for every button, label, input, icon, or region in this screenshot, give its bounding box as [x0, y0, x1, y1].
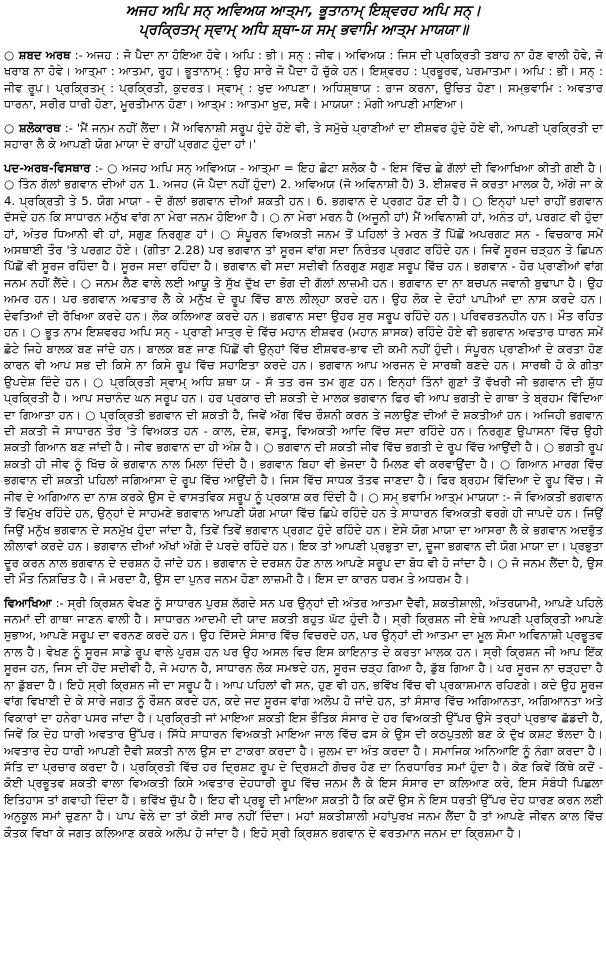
shlok-arth-text: :- 'ਮੈਂ ਜਨਮ ਨਹੀਂ ਲੈਂਦਾ। ਮੈਂ ਅਵਿਨਾਸ਼ੀ ਸਰੂਪ ਹੁੰਦੇ ਹੋਏ ਵੀ, ਤੇ ਸਮੁੱਚੇ ਪ੍ਰਾਣੀਆਂ ਦਾ ਈਸ਼ਵਰ ਹੁੰਦੇ ਹੋਏ ਵੀ, ਆਪਣੀ ਪ੍ਰਕ੍ਰਿਤੀ ਦਾ ਸਹਾਰਾ ਲੈ ਕੇ ਆਪਣੀ ਯੋਗ ਮਾਯਾ ਦੇ ਰਾਹੀਂ ਪ੍ਰਗਟ ਹੁੰਦਾ ਹਾਂ।': [4, 120, 604, 152]
pad-arth-section: [4, 160, 603, 588]
word-meaning-text: :- ਅਜਹ : ਜੋ ਪੈਦਾ ਨਾ ਹੋਇਆ ਹੋਵੇ। ਅਪਿ : ਭੀ। ਸਨ੍ : ਜੀਵ। ਅਵਿਅਯ : ਜਿਸ ਦੀ ਪ੍ਰਕ੍ਰਿਤੀ ਤਬਾਹ ਨਾ ਹੋਣ ਵਾਲੀ ਹੋਵੇ, ਜੋ ਖਰਾਬ ਨਾ ਹੋਵੇ। ਆਤ੍ਮਾ : ਆਤਮਾ, ਰੂਹ। ਭੂਤਾਨਾਮ੍ : ਉਹ ਸਾਰੇ ਜੋ ਪੈਦਾ ਹੋ ਚੁੱਕੇ ਹਨ। ਇਸ਼੍ਵਰਹ : ਪ੍ਰਭੂਰਵ, ਪਰਮਾਤਮਾ। ਅਪਿ : ਭੀ। ਸਨ੍ : ਜੀਵ ਰੂਪ। ਪ੍ਰਕ੍ਰਿਤਮ੍ : ਪ੍ਰਕ੍ਰਿਤੀ, ਕੁਦਰਤ। ਸ੍ਵਾਮ੍ : ਖੁਦ ਆਪਣਾ। ਅਧਿਸ਼੍ਥਾਯ : ਰਾਜ ਕਰਨਾ, ਉਚਿਤ ਹੋਣਾ। ਸਮ੍ਭਵਾਮਿ : ਅਵਤਾਰ ਧਾਰਨਾ, ਸਰੀਰ ਧਾਰੀ ਹੋਣਾ, ਮੂਰਤੀਮਾਨ ਹੋਣਾ। ਆਤ੍ਮ : ਆਤਮਾ ਖੁਦ, ਸਵੈ। ਮਾਯਯਾ : ਮੰਗੀ ਆਪਣੀ ਮਾਇਆ।: [4, 48, 604, 112]
verse-line-2: ਪ੍ਰਕ੍ਰਿਤਮ੍ ਸ੍ਵਾਮ੍ ਅਧਿ ਸ਼੍ਥਾ-ਯ ਸਮ੍ ਭਵਾਮਿ ਆਤ੍ਮ ਮਾਯਯਾ॥: [138, 22, 469, 38]
shlok-arth-label: ○ ਸ਼ਲੋਕਾਰਥ: [4, 120, 61, 135]
pad-arth-text: :- ○ ਅਜਹ ਅਪਿ ਸਨ੍ ਅਵਿਅਯ - ਆਤ੍ਮਾ = ਇਹ ਛੋਟਾ ਸ਼ਲੋਕ ਹੈ - ਇਸ ਵਿੱਚ ਛੇ ਗੱਲਾਂ ਦੀ ਵਿਆਖਿਆ ਕੀਤੀ ਗਈ ਹੈ। ○ ਤਿੰਨ ਗੱਲਾਂ ਭਗਵਾਨ ਦੀਆਂ ਹਨ 1. ਅਜਹ (ਜੋ ਪੈਦਾ ਨਹੀਂ ਹੁੰਦਾ) 2. ਅਵਿਅਯ (ਜੋ ਅਵਿਨਾਸ਼ੀ ਹੈ) 3. ਈਸ਼ਵਰ ਜੋ ਕਰਤਾ ਮਾਲਕ ਹੈ, ਅੱਗੇ ਜਾ ਕੇ 4. ਪ੍ਰਕ੍ਰਿਤੀ ਤੇ 5. ਯੋਗ ਮਾਯਾ - ਦੋ ਗੱਲਾਂ ਭਗਵਾਨ ਦੀਆਂ ਸ਼ਕਤੀ ਹਨ। 6. ਭਗਵਾਨ ਦੇ ਪ੍ਰਗਟ ਹੋਣ ਦੀ ਹੈ। ○ ਇਨ੍ਹਾਂ ਪਦਾਂ ਰਾਹੀਂ ਭਗਵਾਨ ਦੱਸਦੇ ਹਨ ਕਿ ਸਾਧਾਰਨ ਮਨੁੱਖ ਵਾਂਗ ਨਾ ਮੇਰਾ ਜਨਮ ਹੋਇਆ ਹੈ। ○ ਨਾ ਮੇਰਾ ਮਰਨ ਹੈ (ਅਜੂਨੀ ਹਾਂ) ਮੈਂ ਅਵਿਨਾਸ਼ੀ ਹਾਂ, ਅਨੰਤ ਹਾਂ, ਪਰਗਟ ਵੀ ਹੁੰਦਾ ਹਾਂ, ਅੰਤਰ ਧਿਆਨੀ ਵੀ ਹਾਂ, ਸਗੁਣ ਨਿਰਗੁਣ ਹਾਂ। ○ ਸੰਪੂਰਨ ਵਿਅਕਤੀ ਜਨਮ ਤੋਂ ਪਹਿਲਾਂ ਤੇ ਮਰਨ ਤੋਂ ਪਿੱਛੋਂ ਅਪਰਗਟ ਸਨ - ਵਿਚਕਾਰ ਸਮੇਂ ਅਸਥਾਈ ਤੌਰ 'ਤੇ ਪਰਗਟ ਹੋਏ। (ਗੀਤਾ 2.28) ਪਰ ਭਗਵਾਨ ਤਾਂ ਸੂਰਜ ਵਾਂਗ ਸਦਾ ਨਿਰੰਤਰ ਪ੍ਰਗਟ ਰਹਿੰਦੇ ਹਨ। ਜਿਵੇਂ ਸੂਰਜ ਚੜ੍ਹਨ ਤੇ ਛਿਪਨ ਪਿੱਛੋਂ ਵੀ ਸੂਰਜ ਰਹਿੰਦਾ ਹੈ। ਸੂਰਜ ਸਦਾ ਰਹਿੰਦਾ ਹੈ। ਭਗਵਾਨ ਵੀ ਸਦਾ ਸਦੀਵੀ ਨਿਰਗੁਣ ਸਗੁਣ ਸਰੂਪ ਵਿੱਚ ਹਨ। ਭਗਵਾਨ - ਹੋਰ ਪ੍ਰਾਣੀਆਂ ਵਾਂਗ ਜਨਮ ਨਹੀਂ ਲੈਂਦੇ। ○ ਜਨਮ ਲੈਣ ਵਾਲੇ ਲਈ ਆਯੂ ਤੇ ਸੁੱਖ ਦੁੱਖ ਦਾ ਭੋਗ ਦੀ ਗੱਲਾਂ ਲਾਜ਼ਮੀ ਹਨ। ਭਗਵਾਨ ਦਾ ਨਾ ਬਚਪਨ ਜਵਾਨੀ ਬੁਢਾਪਾ ਹੈ। ਉਹ ਅਮਰ ਹਨ। ਪਰ ਭਗਵਾਨ ਅਵਤਾਰ ਲੈ ਕੇ ਮਨੁੱਖ ਦੇ ਰੂਪ ਵਿੱਚ ਬਾਲ ਲੀਲ੍ਹਾ ਕਰਦੇ ਹਨ। ਉਹ ਲੋਕ ਦੇ ਦੋਹਾਂ ਪਾਪੀਆਂ ਦਾ ਨਾਸ ਕਰਦੇ ਹਨ। ਦੇਵਤਿਆਂ ਦੀ ਰੱਖਿਆ ਕਰਦੇ ਹਨ। ਲੋਕ ਕਲਿਆਣ ਕਰਦੇ ਹਨ। ਭਗਵਾਨ ਸਦਾ ਉਹਰ ਸੁਰ ਸਰੂਪ ਰਹਿੰਦੇ ਹਨ। ਪਰਿਵਰਤਨਹੀਨ ਹਨ। ਮੌਤ ਰਹਿਤ ਹਨ। ○ ਭੂਤ ਨਾਮ ਇਸ਼ਵਰਹ ਅਪਿ ਸਨ੍ - ਪ੍ਰਾਣੀ ਮਾਤ੍ਰ ਦੇ ਵਿੱਚ ਮਹਾਨ ਈਸ਼ਵਰ (ਮਹਾਨ ਸ਼ਾਸਕ) ਰਹਿੰਦੇ ਹੋਏ ਵੀ ਭਗਵਾਨ ਅਵਤਾਰ ਧਾਰਨ ਸਮੇਂ ਛੋਟੇ ਜਿਹੇ ਬਾਲਕ ਬਣ ਜਾਂਦੇ ਹਨ। ਬਾਲਕ ਬਣ ਜਾਣ ਪਿੱਛੋਂ ਵੀ ਉਨ੍ਹਾਂ ਵਿੱਚ ਈਸ਼ਵਰ-ਭਾਵ ਦੀ ਕਮੀ ਨਹੀਂ ਹੁੰਦੀ। ਸੰਪੂਰਨ ਪ੍ਰਾਣੀਆਂ ਦੇ ਕਰਤਾ ਹੋਣ ਕਾਰਨ ਵੀ ਆਪ ਸਭ ਦੀ ਕਿਸੇ ਨਾ ਕਿਸੇ ਰੂਪ ਵਿੱਚ ਸਹਾਇਤਾ ਕਰਦੇ ਹਨ। ਭਗਵਾਨ ਆਪ ਅਰਜਨ ਦੇ ਸਾਰਥੀ ਬਣਦੇ ਹਨ। ਸਾਰਥੀ ਹੋ ਕੇ ਗੀਤਾ ਉਪਦੇਸ਼ ਦਿੰਦੇ ਹਨ। ○ ਪ੍ਰਕ੍ਰਿਤੀ ਸ੍ਵਾਮ੍ ਅਧਿ ਸ਼ਥਾ ਯ - ਸੱ ਤਤ ਰਜ ਤਮ ਗੁਣ ਹਨ। ਇਨ੍ਹਾਂ ਤਿੰਨਾਂ ਗੁਣਾਂ ਤੋਂ ਵੱਖਰੀ ਜੀ ਭਗਵਾਨ ਦੀ ਸ਼ੁੱਧ ਪ੍ਰਕ੍ਰਿਤੀ ਹੈ। ਆਪ ਸਚਾਨੰਦ ਘਨ ਸਰੂਪ ਹਨ। ਹਰ ਪ੍ਰਕਾਰ ਦੀ ਸ਼ਕਤੀ ਦੇ ਮਾਲਕ ਭਗਵਾਨ ਫਿਰ ਵੀ ਆਪ ਭਗਤੀ ਦੇ ਗਾਥਾ ਤੇ ਬ੍ਰਹਮ ਵਿੱਦਿਆ ਦਾ ਗਿਆਤਾ ਹਨ। ○ ਪ੍ਰਕ੍ਰਿਤੀ ਭਗਵਾਨ ਦੀ ਸ਼ਕਤੀ ਹੈ, ਜਿਵੇਂ ਅੱਗ ਵਿੱਚ ਰੌਸ਼ਨੀ ਕਰਨ ਤੇ ਜਲਾਉਣ ਦੀਆਂ ਦੋ ਸ਼ਕਤੀਆਂ ਹਨ। ਅਜਿਹੀ ਭਗਵਾਨ ਦੀ ਸ਼ਕਤੀ ਜੋ ਸਾਧਾਰਨ ਤੌਰ 'ਤੇ ਵਿਅਕਤ ਹਨ - ਕਾਲ, ਦੇਸ਼, ਵਸਤੂ, ਵਿਅਕਤੀ ਆਦਿ ਵਿੱਚ ਸਦਾ ਰਹਿੰਦੇ ਹਨ। ਨਿਰਗੁਣ ਉਪਾਸਨਾ ਵਿੱਚ ਉਹੀ ਸ਼ਕਤੀ ਗਿਆਨ ਬਣ ਜਾਂਦੀ ਹੈ। ਜੀਵ ਭਗਵਾਨ ਦਾ ਹੀ ਅੰਸ਼ ਹੈ। ○ ਭਗਵਾਨ ਦੀ ਸ਼ਕਤੀ ਜੀਵ ਵਿੱਚ ਭਗਤੀ ਦੇ ਰੂਪ ਵਿੱਚ ਆਉਂਦੀ ਹੈ। ○ ਭਗਤੀ ਰੂਪ ਸ਼ਕਤੀ ਹੀ ਜੀਵ ਨੂੰ ਖਿੱਚ ਕੇ ਭਗਵਾਨ ਨਾਲ ਮਿਲਾ ਦਿੰਦੀ ਹੈ। ਭਗਵਾਨ ਬਿਹਾ ਵੀ ਭੇਜਦਾ ਹੈ ਮਿਲਣ ਵੀ ਕਰਵਾਉਂਦਾ ਹੈ। ○ ਗਿਆਨ ਮਾਰਗ ਵਿੱਚ ਭਗਵਾਨ ਦੀ ਸ਼ਕਤੀ ਪਹਿਲਾਂ ਜਗਿਆਸਾ ਦੇ ਰੂਪ ਵਿੱਚ ਆਉਂਦੀ ਹੈ। ਜਿਸ ਵਿੱਚ ਸਾਧਕ ਤੱਤਵ ਜਾਣਦਾ ਹੈ। ਫਿਰ ਬ੍ਰਹਮ ਵਿੱਦਿਆ ਦੇ ਰੂਪ ਵਿੱਚ। ਜੋ ਜੀਵ ਦੇ ਅਗਿਆਨ ਦਾ ਨਾਸ਼ ਕਰਕੇ ਉਸ ਦੇ ਵਾਸਤਵਿਕ ਸਰੂਪ ਨੂੰ ਪ੍ਰਕਾਸ਼ ਕਰ ਦਿੰਦੀ ਹੈ। ○ ਸਮ੍ ਭਵਾਮਿ ਆਤ੍ਮ ਮਾਯਯਾ :- ਜੋ ਵਿਅਕਤੀ ਭਗਵਾਨ ਤੋਂ ਵਿਮੁੱਖ ਰਹਿੰਦੇ ਹਨ, ਉਨ੍ਹਾਂ ਦੇ ਸਾਹਮਣੇ ਭਗਵਾਨ ਆਪਣੀ ਯੋਗ ਮਾਯਾ ਵਿੱਚ ਛਿਪੇ ਰਹਿੰਦੇ ਹਨ ਤੇ ਸਾਧਾਰਨ ਵਿਅਕਤੀ ਵਰਗੇ ਹੀ ਜਾਪਦੇ ਹਨ। ਜਿਉਂ ਜਿਉਂ ਮਨੁੱਖ ਭਗਵਾਨ ਦੇ ਸਨਮੁੱਖ ਹੁੰਦਾ ਜਾਂਦਾ ਹੈ, ਤਿਵੇਂ ਤਿਵੇਂ ਭਗਵਾਨ ਪ੍ਰਗਟ ਹੁੰਦੇ ਰਹਿੰਦੇ ਹਨ। ਏਸੇ ਯੋਗ ਮਾਯਾ ਦਾ ਆਸਰਾ ਲੈ ਕੇ ਭਗਵਾਨ ਅਦਭੁੱਤ ਲੀਲਾਵਾਂ ਕਰਦੇ ਹਨ। ਭਗਵਾਨ ਦੀਆਂ ਅੱਖਾਂ ਅੱਗੇ ਦੋ ਪਰਦੇ ਰਹਿੰਦੇ ਹਨ। ਇਕ ਤਾਂ ਆਪਣੀ ਪ੍ਰਭੁਤਾ ਦਾ, ਦੂਜਾ ਭਗਵਾਨ ਦੀ ਯੋਗ ਮਾਯਾ ਦਾ। ਪ੍ਰਭੁਤਾ ਦੂਰ ਕਰਨ ਨਾਲ ਭਗਵਾਨ ਦੇ ਦਰਸ਼ਨ ਹੋ ਜਾਂਦੇ ਹਨ। ਭਗਵਾਨ ਦੇ ਦਰਸ਼ਨ ਹੋਣ ਨਾਲ ਆਪਣੇ ਸਰੂਪ ਦਾ ਬੋਧ ਵੀ ਹੋ ਜਾਂਦਾ ਹੈ। ○ ਜੋ ਜਨਮ ਲੈਂਦਾ ਹੈ, ਉਸ ਦੀ ਮੌਤ ਨਿਸ਼ਚਿਤ ਹੈ। ਜੋ ਮਰਦਾ ਹੈ, ਉਸ ਦਾ ਪੁਨਰ ਜਨਮ ਹੋਣਾ ਲਾਜ਼ਮੀ ਹੈ। ਇਸ ਦਾ ਕਾਰਨ ਧਰਮ ਤੇ ਅਧਰਮ ਹੈ।: [4, 160, 603, 587]
word-meaning-label: ○ ਸ਼ਬਦ ਅਰਥ: [4, 48, 71, 62]
vyakhya-text: :- ਸ੍ਰੀ ਕ੍ਰਿਸ਼ਨ ਵੇਖਣ ਨੂੰ ਸਾਧਾਰਨ ਪੁਰਸ਼ ਲੱਗਦੇ ਸਨ ਪਰ ਉਨ੍ਹਾਂ ਦੀ ਅੰਤਰ ਆਤਮਾ ਦੈਵੀ, ਸ਼ਕਤੀਸ਼ਾਲੀ, ਅੰਤਰਯਾਮੀ, ਆਪਣੇ ਪਹਿਲੇ ਜਨਮਾਂ ਦੀ ਗਾਥਾ ਜਾਣਨ ਵਾਲੀ ਹੈ। ਸਾਧਾਰਨ ਆਦਮੀ ਦੀ ਯਾਦ ਸ਼ਕਤੀ ਬਹੁਤ ਘੱਟ ਹੁੰਦੀ ਹੈ। ਸ੍ਰੀ ਕ੍ਰਿਸ਼ਨ ਜੀ ਏਥੇ ਆਪਣੀ ਪ੍ਰਕ੍ਰਿਤੀ ਆਪਣੇ ਸੁਭਾਅ, ਆਪਣੇ ਸਰੂਪ ਦਾ ਵਰਨਣ ਕਰਦੇ ਹਨ। ਉਹ ਦਿੱਸਦੇ ਸੰਸਾਰ ਵਿੱਚ ਵਿਚਰਦੇ ਹਨ, ਪਰ ਉਨ੍ਹਾਂ ਦੀ ਆਤਮਾ ਦਾ ਮੂਲ ਸੋਮਾ ਅਵਿਨਾਸ਼ੀ ਪ੍ਰਭੂਤਵ ਨਾਲ ਹੈ। ਵੇਖਣ ਨੂੰ ਸੂਰਜ ਸਾਡੇ ਰੂਪ ਵਾਲੇ ਪੁਰਸ਼ ਹਨ ਪਰ ਉਹ ਅਸਲ ਵਿਚ ਇਸ ਕਾਇਨਾਤ ਦੇ ਕਰਤਾ ਮਾਲਕ ਹਨ। ਸ੍ਰੀ ਕ੍ਰਿਸ਼ਨ ਜੀ ਆਪ ਇੱਕ ਸੂਰਜ ਹਨ, ਜਿਸ ਦੀ ਹੋਂਦ ਸਦੀਵੀ ਹੈ, ਜੋ ਮਹਾਨ ਹੈ, ਸਾਧਾਰਨ ਲੋਕ ਸਮਝਦੇ ਹਨ, ਸੂਰਜ ਚੜ੍ਹ ਗਿਆ ਹੈ, ਡੁੱਬ ਗਿਆ ਹੈ। ਪਰ ਸੂਰਜ ਨਾ ਚੜ੍ਹਦਾ ਹੈ ਨਾ ਡੁੱਬਦਾ ਹੈ। ਇਹੋ ਸ੍ਰੀ ਕ੍ਰਿਸ਼ਨ ਜੀ ਦਾ ਸਰੂਪ ਹੈ। ਆਪ ਪਹਿਲਾਂ ਵੀ ਸਨ, ਹੁਣ ਵੀ ਹਨ, ਭਵਿੱਖ ਵਿੱਚ ਵੀ ਪ੍ਰਕਾਸ਼ਮਾਨ ਰਹਿਣਗੇ। ਕਦੇ ਉਹ ਸੂਰਜ ਵਾਂਗ ਵਿਖਾਈ ਦੇ ਕੇ ਸਾਰੇ ਜਗਤ ਨੂੰ ਰੌਸ਼ਨ ਕਰਦੇ ਹਨ, ਕਦੇ ਜਦ ਸੂਰਜ ਵਾਂਗ ਅਲੋਪ ਹੋ ਜਾਂਦੇ ਹਨ, ਤਾਂ ਸੰਸਾਰ ਵਿੱਚ ਅਗਿਆਨਤਾ, ਅਗਿਆਨਤਾ ਅਤੇ ਵਿਕਾਰਾਂ ਦਾ ਹਨੇਰਾ ਪਸਰ ਜਾਂਦਾ ਹੈ। ਪ੍ਰਕ੍ਰਿਤੀ ਜਾਂ ਮਾਇਆ ਸ਼ਕਤੀ ਇਸ ਭੌਤਿਕ ਸੰਸਾਰ ਦੇ ਹਰ ਵਿਅਕਤੀ ਉੱਪਰ ਉਸੇ ਤਰ੍ਹਾਂ ਪ੍ਰਭਾਵ ਛੱਡਦੀ ਹੈ, ਜਿਵੇਂ ਕਿ ਦੇਹ ਧਾਰੀ ਅਵਤਾਰ ਉੱਪਰ। ਸਿੱਧੇ ਸਾਧਾਰਨ ਵਿਅਕਤੀ ਮਾਇਆ ਜਾਲ ਵਿੱਚ ਫਸ ਕੇ ਉਸ ਦੀ ਕਠਪੁਤਲੀ ਬਣ ਕੇ ਦੁੱਖ ਕਸ਼ਟ ਝੱਲਦਾ ਹੈ। ਅਵਤਾਰ ਦੇਹ ਧਾਰੀ ਆਪਣੀ ਦੈਵੀ ਸ਼ਕਤੀ ਨਾਲ ਉਸ ਦਾ ਟਾਕਰਾ ਕਰਦਾ ਹੈ। ਜ਼ੁਲਮ ਦਾ ਅੰਤ ਕਰਦਾ ਹੈ। ਸਮਾਜਿਕ ਅਨਿਆਇ ਨੂੰ ਨੰਗਾ ਕਰਦਾ ਹੈ। ਸੱਤਿ ਦਾ ਪ੍ਰਚਾਰ ਕਰਦਾ ਹੈ। ਪ੍ਰਕ੍ਰਿਤੀ ਵਿੱਚ ਹਰ ਦ੍ਰਿਸ਼ਟ ਰੂਪ ਦੇ ਦ੍ਰਿਸ਼ਟੀ ਗੋਚਰ ਹੋਣ ਦਾ ਨਿਰਧਾਰਿਤ ਸਮਾਂ ਹੁੰਦਾ ਹੈ। ਕੋਣ ਕਿਵੇਂ ਕਿੱਥੇ ਕਦੋਂ - ਕੋਈ ਪ੍ਰਭੂਤਵ ਸ਼ਕਤੀ ਵਾਲਾ ਵਿਅਕਤੀ ਕਿਸੇ ਅਵਤਾਰ ਦੇਹਧਾਰੀ ਰੂਪ ਵਿੱਚ ਜਨਮ ਲੈ ਕੇ ਇਸ ਸੰਸਾਰ ਦਾ ਕਲਿਆਣ ਕਰੇ, ਇਸ ਸੰਬੰਧੀ ਪਿਛਲਾ ਇਤਿਹਾਸ ਤਾਂ ਗਵਾਹੀ ਦਿੰਦਾ ਹੈ। ਭਵਿੱਖ ਚੁੱਪ ਹੈ। ਇਹ ਵੀ ਪ੍ਰਭੂ ਦੀ ਮਾਇਆ ਸ਼ਕਤੀ ਹੈ ਕਿ ਕਦੋਂ ਉਸ ਨੇ ਇਸ ਧਰਤੀ ਉੱਪਰ ਦੇਹ ਧਾਰਣ ਕਰਨ ਲਈ ਅਨੁਕੂਲ ਸਮਾਂ ਚੁਣਨਾ ਹੈ। ਪਾਪ ਵੇਲੇ ਦਾ ਤਾਂ ਕੋਈ ਸਾਰ ਨਹੀਂ ਦਿੰਦਾ। ਮਹਾਂ ਸ਼ਕਤੀਸ਼ਾਲੀ ਮਹਾਂਪੁਰਖ ਜਨਮ ਲੈਂਦਾ ਹੈ ਤਾਂ ਆਪਣੇ ਜੀਵਨ ਕਾਲ ਵਿੱਚ ਕੌਤਕ ਵਿਖਾ ਕੇ ਜਗਤ ਕਲਿਆਣ ਕਰਕੇ ਅਲੋਪ ਹੋ ਜਾਂਦਾ ਹੈ। ਇਹੋ ਸ੍ਰੀ ਕ੍ਰਿਸ਼ਨ ਭਗਵਾਨ ਦੇ ਵਰਤਮਾਨ ਜਨਮ ਦਾ ਕ੍ਰਿਸ਼ਮਾ ਹੈ।: [4, 595, 604, 840]
shlok-arth-section: [4, 120, 603, 153]
vyakhya-section: [4, 595, 603, 842]
pad-arth-label: ਪਦ-ਅਰਥ-ਵਿਸਥਾਰ: [4, 160, 91, 175]
verse-line-1: ਅਜਹ ਅਪਿ ਸਨ੍ ਅਵਿਅਯ ਆਤ੍ਮਾ, ਭੂਤਾਨਾਮ੍ ਇਸ਼੍ਵਰਹ ਅਪਿ ਸਨ੍।: [125, 3, 482, 19]
vyakhya-label: ਵਿਆਖਿਆ: [4, 595, 52, 610]
word-meaning-section: [4, 47, 603, 113]
verse-block: [4, 2, 603, 40]
